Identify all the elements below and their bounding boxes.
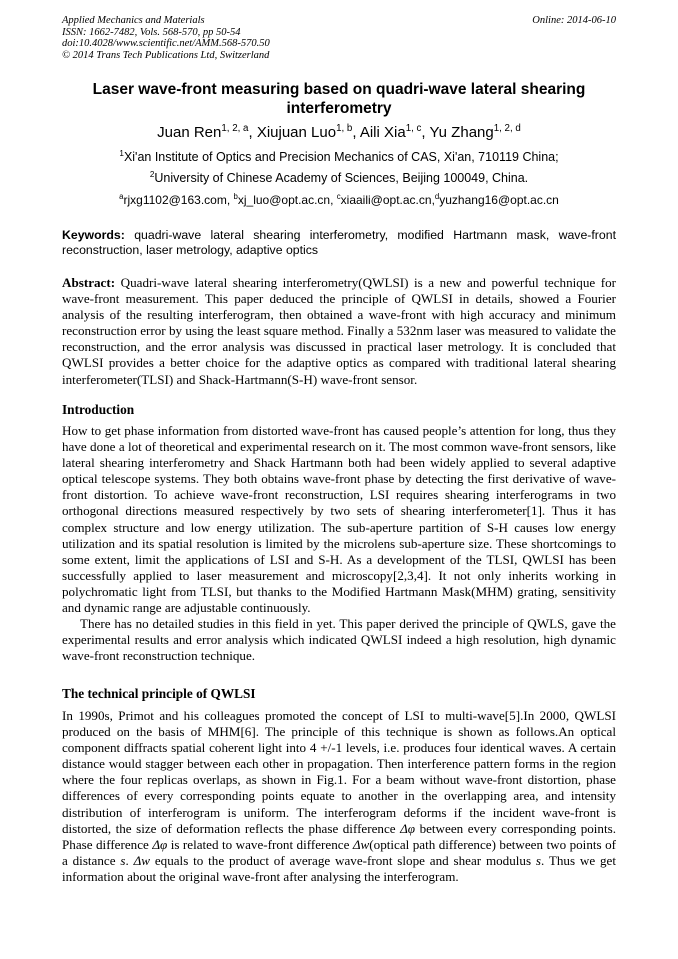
email-link[interactable]: xj_luo@opt.ac.cn — [237, 193, 331, 207]
abstract-text: Quadri-wave lateral shearing interferometry(QWLSI) is a new and powerful technique for wave-front measurement. This paper deduced the principle of QWLSI in details, showed a Fourier analysis of the resulting interferogram, then obtained a wave-front with high accuracy and minimum reconstruction error by using the least square method. Finally a 532nm laser was measured to validate the reconstruction, and the error analysis was discussed in practical laser metrology. It is concluded that QWLSI provides a better choice for the adaptive optics as compared with traditional lateral shearing interferometer(TLSI) and Shack-Hartmann(S-H) wave-front sensor. — [62, 275, 616, 387]
intro-paragraph-2: There has no detailed studies in this field in yet. This paper derived the principle of QWLS, gave the experimental results and error analysis which indicated QWLSI indeed a high resolution, high dynamic wave-front reconstruction technique. — [62, 616, 616, 664]
author-sup: 1, 2, a — [221, 123, 249, 134]
delta-phi-symbol: Δφ — [400, 820, 416, 836]
author-sup: 1, c — [405, 123, 422, 134]
author-list: Juan Ren$^{1, 2, a}$, Xiujuan Luo$^{1, b}$, Aili Xia$^{1, c}$, Yu Zhang$^{1, 2, d}$ — [157, 123, 521, 141]
issn-line: ISSN: 1662-7482, Vols. 568-570, pp 50-54 — [62, 26, 241, 38]
email-link[interactable]: xiaaili@opt.ac.cn — [340, 193, 432, 207]
journal-name: Applied Mechanics and Materials — [62, 15, 205, 26]
author-sup: 1, b — [336, 123, 353, 134]
paper-title: Laser wave-front measuring based on quadri-wave lateral shearing interferometry — [92, 81, 586, 117]
delta-w-symbol: Δw — [352, 836, 370, 852]
doi-line: doi:10.4028/www.scientific.net/AMM.568-570.50 — [62, 38, 270, 49]
author-name: Juan Ren — [157, 124, 222, 141]
copyright-line: © 2014 Trans Tech Publications Ltd, Switzerland — [62, 49, 270, 61]
email-list: $^a$rjxg1102@163.com, $^b$xj_luo@opt.ac.cn, $^c$xiaaili@opt.ac.cn,$^d$yuzhang16@opt.ac.cn — [119, 192, 559, 207]
author-name: Aili Xia — [359, 124, 406, 141]
s-symbol: s — [535, 852, 541, 868]
affiliation-2: $^2$University of Chinese Academy of Sciences, Beijing 100049, China. — [149, 169, 529, 185]
section-heading-introduction: Introduction — [62, 402, 135, 417]
s-symbol: s — [120, 852, 126, 868]
delta-w-symbol: Δw — [133, 852, 151, 868]
author-sup: 1, 2, d — [493, 123, 521, 134]
section-heading-principle: The technical principle of QWLSI — [62, 686, 256, 701]
keywords — [62, 228, 616, 258]
abstract-label: Abstract: — [62, 275, 116, 290]
online-date: Online: 2014-06-10 — [532, 15, 616, 26]
journal-header — [62, 15, 616, 61]
delta-phi-symbol: Δφ — [152, 836, 168, 852]
intro-paragraph-1: How to get phase information from distorted wave-front has caused people’s attention for long, thus they have done a lot of theoretical and experimental research on it. The most common wave-front sensors, like lateral shearing interferometry and Shack Hartmann both had been widely applied to several adaptive optical telescope systems. They both obtains wave-front phase by detecting the first derivative of wave-front distortion. To achieve wave-front reconstruction, LSI requires shearing interferograms in two orthogonal directions measured respectively by two sets of shearing interferometer[1]. Thus it has complex structure and low energy utilization. The sub-aperture partition of S-H causes low energy utilization and its spatial resolution is limited by the microlens sub-aperture size. These shortcomings to some extent, limit the applications of LSI and S-H. As a development of the TLSI, QWLSI has been successfully applied to laser measurement and microscopy[2,3,4]. It not only inherits working in polychromatic light from TLSI, but thanks to the Modified Hartmann Mask(MHM) grating, sensitivity and dynamic range are adjustable continuously. — [62, 423, 616, 616]
author-name: Yu Zhang — [429, 124, 494, 141]
keywords-label: Keywords: — [62, 228, 125, 242]
principle-paragraph: In 1990s, Primot and his colleagues promoted the concept of LSI to multi-wave[5].In 2000, QWLSI produced on the basis of MHM[6]. The principle of this technique is shown as follows.An optical component diffracts spatial coherent light into 4 +/-1 levels, i.e. produces four identical waves. A certain distance would stagger between each other in propagation. Then interference pattern forms in the region where the four replicas overlaps, as shown in Fig.1. For a beam without wave-front distortion, phase differences of every corresponding points equate to another in the overlapping area, and intensity distribution of interferogram is uniform. The interferogram deforms if the incident wave-front is distorted, the size of deformation reflects the phase difference Δφ between every corresponding points. Phase difference Δφ is related to wave-front difference Δw(optical path difference) between two points of a distance s. Δw equals to the product of average wave-front slope and shear modulus s. Thus we get information about the original wave-front after analysing the interferogram. — [62, 708, 616, 884]
abstract — [62, 275, 616, 388]
author-name: Xiujuan Luo — [256, 124, 337, 141]
affiliation-1: $^1$Xi'an Institute of Optics and Precision Mechanics of CAS, Xi'an, 710119 China; — [119, 148, 559, 164]
keywords-text: quadri-wave lateral shearing interferometry, modified Hartmann mask, wave-front reconstruction, laser metrology, adaptive optics — [62, 228, 617, 257]
email-link[interactable]: yuzhang16@opt.ac.cn — [439, 193, 559, 207]
email-link[interactable]: rjxg1102@163.com — [123, 193, 227, 207]
